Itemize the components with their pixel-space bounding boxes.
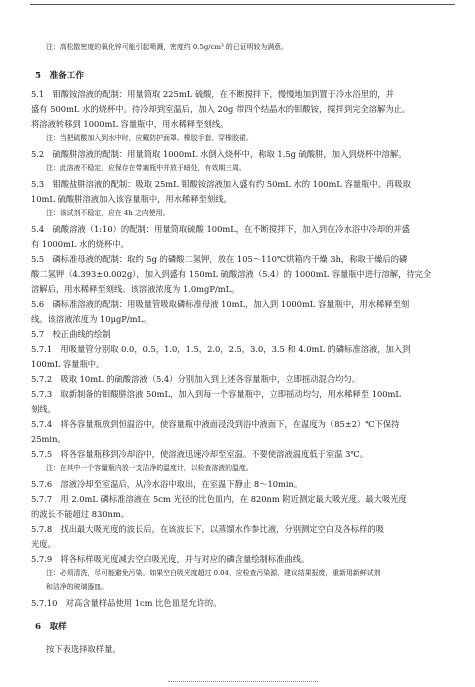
footer-rule bbox=[168, 681, 318, 682]
subsection-heading-5-7: 5.7 校正曲线的绘制 bbox=[31, 329, 111, 339]
paragraph-5-1-line-2: 盛有 500mL 水的烧杯中。待冷却到室温后，加入 20g 带四个结晶水的钼酸铵，搅拌到完全溶解为止。 bbox=[31, 104, 411, 114]
paragraph-6: 按下表选择取样量。 bbox=[46, 644, 121, 654]
section-heading-6: 6 取样 bbox=[35, 622, 67, 632]
paragraph-5-6-line-1: 5.6 磷标准溶液的配制：用吸量管吸取磷标准母液 10mL，加入到 1000mL 容量瓶中，用水稀释至刻 bbox=[31, 299, 410, 309]
paragraph-5-4-line-2: 有 1000mL 水的烧杯中。 bbox=[31, 239, 129, 249]
paragraph-5-7-4-line-1: 5.7.4 将各容量瓶放到恒温浴中，使容量瓶中液面浸没到浴中液面下，在温度为（85±2）℃下保持 bbox=[31, 419, 400, 429]
paragraph-5-1-line-3: 将溶液转移到 1000mL 容量瓶中，用水稀释至刻线。 bbox=[31, 119, 229, 129]
paragraph-5-7-8-line-2: 光度。 bbox=[31, 539, 56, 549]
paragraph-5-5-line-3: 溶解后，用水稀释至刻线。该溶液浓度为 1.0mgP/mL。 bbox=[31, 284, 240, 294]
note-sulfuric-acid-safety: 注：当把硫酸加入到水中时，应戴防护面罩、橡胶手套、穿橡胶裙。 bbox=[46, 134, 253, 142]
paragraph-5-7-3-line-1: 5.7.3 取新制备的钼酸肼溶液 50mL，加入到每一个容量瓶中，立即摇动均匀，用水稀释至 100mL bbox=[31, 389, 401, 399]
paragraph-5-7-7-line-2: 的波长不能超过 830nm。 bbox=[31, 509, 130, 519]
paragraph-5-5-line-1: 5.5 磷标准母液的配制：取约 5g 的磷酸二氢钾，放在 105～110℃烘箱内干燥 3h，称取干燥后的磷 bbox=[31, 254, 408, 264]
top-rule bbox=[30, 4, 455, 5]
paragraph-5-7-3-line-2: 刻线。 bbox=[31, 404, 56, 414]
paragraph-5-7-8-line-1: 5.7.8 找出最大吸光度的波长后，在该波长下，以蒸馏水作参比液，分别测定空白及各标样的吸 bbox=[31, 524, 384, 534]
paragraph-5-6-line-2: 线。该溶液浓度为 10μgP/mL。 bbox=[31, 314, 152, 324]
paragraph-5-4-line-1: 5.4 硫酸溶液（1:10）的配制：用量筒取硫酸 100mL，在不断搅拌下，加入到在冷水浴中冷却的并盛 bbox=[31, 224, 410, 234]
note-hydrazine-stability: 注：此溶液不稳定，应保存在带塞瓶中并放于暗处，有效期三周。 bbox=[46, 164, 246, 172]
paragraph-5-7-5: 5.7.5 将各容量瓶移到冷却浴中，使溶液迅速冷却至室温。不要使溶液温度低于室温 3℃。 bbox=[31, 449, 368, 459]
paragraph-5-3-line-1: 5.3 钼酸盐肼溶液的配制：吸取 25mL 钼酸铵溶液加入盛有约 50mL 水的 100mL 容量瓶中。再吸取 bbox=[31, 179, 411, 189]
paragraph-5-7-7-line-1: 5.7.7 用 2.0mL 磷标准溶液在 5cm 光径的比色皿内，在 820nm 附近测定最大吸光度。最大吸光度 bbox=[31, 494, 407, 504]
section-heading-5: 5 准备工作 bbox=[35, 71, 84, 81]
note-contamination-line-1: 注：必须清洗，尽可能避免污染。如果空白吸光度超过 0.04，应检查污染源，建议结果报废，重新用新鲜试剂 bbox=[46, 569, 381, 577]
paragraph-5-7-6: 5.7.6 溶液冷却至室温后，从冷水浴中取出，在室温下静止 8～10min。 bbox=[31, 479, 303, 489]
paragraph-5-7-1-line-2: 100mL 容量瓶中。 bbox=[31, 359, 105, 369]
paragraph-5-7-10: 5.7.10 对高含量样品使用 1cm 比色皿是允许的。 bbox=[31, 598, 222, 608]
note-thermometer: 注：在其中一个容量瓶内放一支洁净的温度计，以检查溶液的温度。 bbox=[46, 464, 253, 472]
paragraph-5-7-9: 5.7.9 将各标样吸光度减去空白吸光度，并与对应的磷含量绘制标准曲线。 bbox=[31, 554, 310, 564]
paragraph-5-1-line-1: 5.1 钼酸铵溶液的配制：用量筒取 225mL 硫酸，在不断搅拌下，慢慢地加到置于冷水浴里的，并 bbox=[31, 89, 394, 99]
paragraph-5-5-line-2: 酸二氢钾（4.393±0.002g），加入到盛有 150mL 硫酸溶液（5.4）的 1000mL 容量瓶中进行溶解，待完全 bbox=[31, 269, 432, 279]
paragraph-5-2: 5.2 硫酸肼溶液的配制：用量筒取 1000mL 水倒入烧杯中，称取 1.5g 硫酸肼，加入到烧杯中溶解。 bbox=[31, 149, 407, 159]
note-zinc-oxide: 注：高松散密度的氧化锌可能引起喷溅，密度约 0.5g/cm³ 的已证明较为满意。 bbox=[46, 43, 288, 51]
paragraph-5-7-4-line-2: 25min。 bbox=[31, 434, 66, 444]
paragraph-5-7-2: 5.7.2 吸取 10mL 的硫酸溶液（5.4）分别加入到上述各容量瓶中，立即摇动混合均匀。 bbox=[31, 374, 361, 384]
paragraph-5-7-1-line-1: 5.7.1 用吸量管分别取 0.0，0.5，1.0，1.5，2.0，2.5，3.0，3.5 和 4.0mL 的磷标准溶液，加入到 bbox=[31, 344, 411, 354]
paragraph-5-3-line-2: 10mL 硫酸肼溶液加入该容量瓶中，用水稀释至刻线。 bbox=[31, 194, 232, 204]
note-contamination-line-2: 和洁净的玻璃器皿。 bbox=[46, 583, 109, 591]
note-reagent-4h: 注：该试剂不稳定，应在 4h 之内使用。 bbox=[46, 209, 170, 217]
